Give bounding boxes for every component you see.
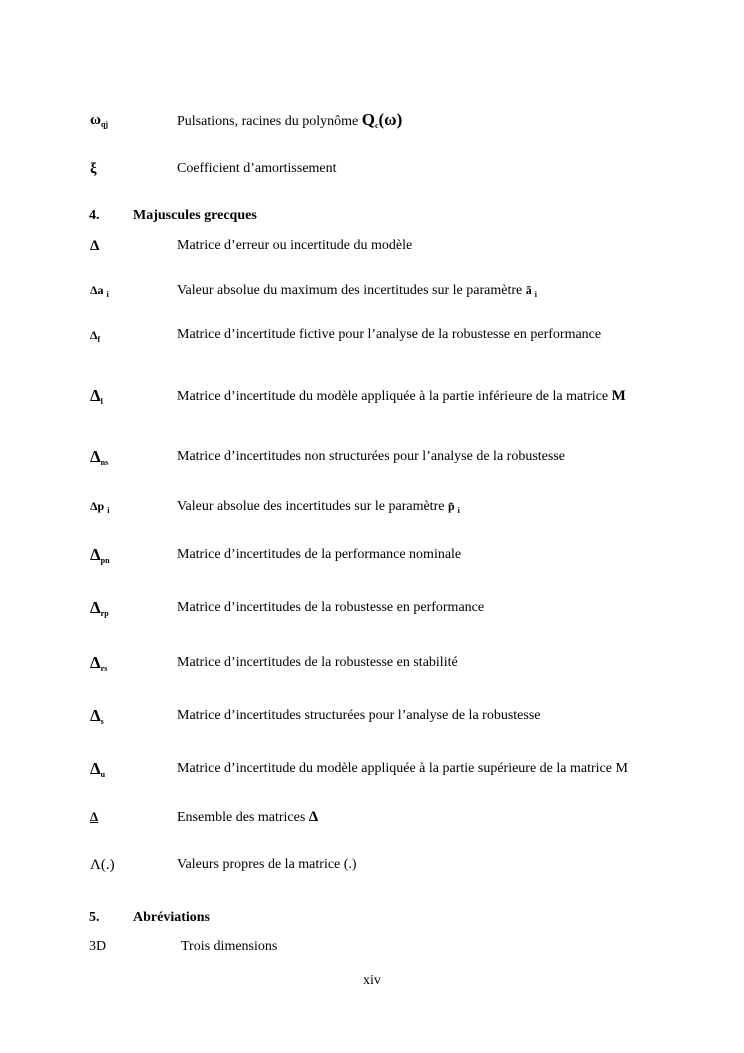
entry-omega-qj [0,108,744,132]
description: Matrice d’incertitudes de la robustesse en performance [177,600,485,615]
description: Valeur absolue des incertitudes sur le paramètre p̃ $_i$ [177,499,460,515]
entry-delta-ns [0,445,744,469]
symbol: $\omega_{qj}$ [90,112,109,129]
symbol: Δ [90,238,100,254]
symbol: $\Delta_u$ [90,759,106,779]
description: Matrice d’incertitude fictive pour l’analyse de la robustesse en performance [177,327,602,342]
description: Matrice d’incertitudes structurées pour l’analyse de la robustesse [177,708,541,723]
entry-delta-f [0,323,744,347]
symbol: ξ [90,161,97,177]
page-number: xiv [363,973,381,988]
entry-delta-rp [0,596,744,620]
symbol: $\Delta_{rp}$ [90,598,109,618]
abbrev-term: 3D [89,939,107,954]
symbol: $\Delta_s$ [90,706,104,726]
description: Matrice d’incertitude du modèle appliquée à la partie inférieure de la matrice M [177,388,626,404]
description: Matrice d’incertitudes non structurées pour l’analyse de la robustesse [177,449,565,464]
description: Ensemble des matrices Δ [177,809,319,825]
symbol: $\Delta_l$ [90,386,103,406]
symbol: $\Delta_{ns}$ [90,447,109,467]
abbrev-desc: Trois dimensions [181,939,278,954]
entry-delta-set [0,805,744,829]
description: Valeurs propres de la matrice (.) [177,857,357,872]
symbol: $\Delta_f$ [90,328,101,344]
description: Pulsations, racines du polynôme $Q_c(\omega)$ [177,110,403,130]
symbol: Δa $_i$ [90,283,109,299]
entry-xi [0,157,744,181]
entry-delta-p-i [0,494,744,518]
symbol: Δ [90,809,99,824]
entry-delta [0,234,744,258]
symbol: Δp $_i$ [90,499,110,515]
section-heading-4: 4. Majuscules grecques [89,208,257,223]
description: Matrice d’incertitude du modèle appliquée à la partie supérieure de la matrice M [177,761,628,776]
description: Matrice d’incertitudes de la robustesse en stabilité [177,655,458,670]
description: Coefficient d’amortissement [177,161,337,176]
entry-delta-u [0,757,744,781]
description: Matrice d’incertitudes de la performance nominale [177,547,462,562]
section-heading-5: 5. Abréviations [89,910,210,925]
description: Matrice d’erreur ou incertitude du modèle [177,238,413,253]
entry-abbrev-3d [0,935,744,959]
entry-delta-s [0,704,744,728]
entry-delta-l [0,384,744,408]
symbol: $\Delta_{rs}$ [90,653,108,673]
entry-delta-pn [0,543,744,567]
entry-delta-rs [0,651,744,675]
entry-lambda [0,853,744,877]
symbol: Λ(.) [90,857,115,873]
description: Valeur absolue du maximum des incertitudes sur le paramètre ã $_i$ [177,283,537,299]
symbol: $\Delta_{pn}$ [90,545,110,565]
entry-delta-a-i [0,278,744,302]
